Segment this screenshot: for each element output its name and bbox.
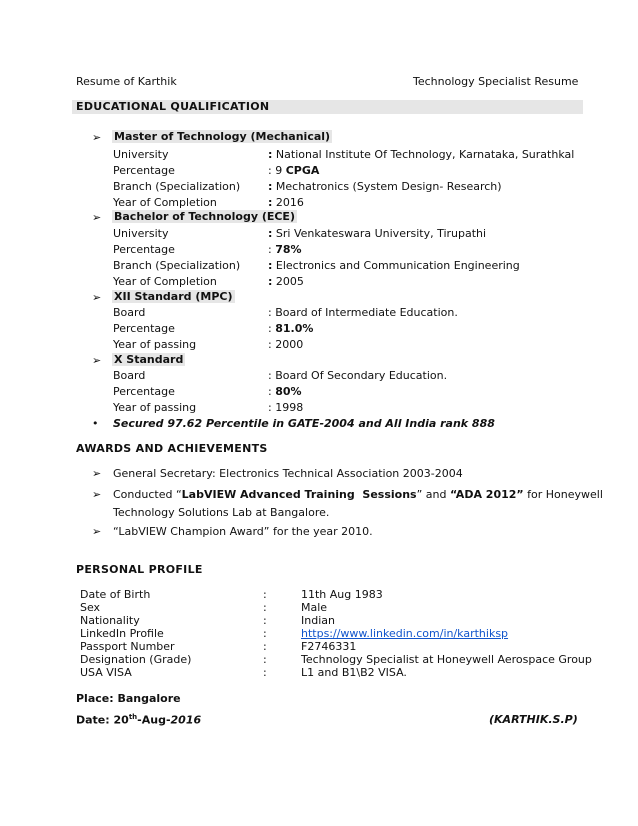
profile-nationality-sep: : — [263, 614, 267, 627]
btech-university-value: : Sri Venkateswara University, Tirupathi — [268, 227, 487, 240]
profile-passport-label: Passport Number — [80, 640, 175, 653]
mtech-branch-value: : Mechatronics (System Design- Research) — [268, 180, 502, 193]
profile-dob-label: Date of Birth — [80, 588, 151, 601]
qualification-title-x: X Standard — [114, 353, 184, 366]
place-line: Place: Bangalore — [76, 692, 181, 705]
xii-board-value: : Board of Intermediate Education. — [268, 306, 458, 319]
btech-percentage-value: : 78% — [268, 243, 302, 256]
profile-passport-value: F2746331 — [301, 640, 357, 653]
x-year-label: Year of passing — [113, 401, 197, 414]
profile-linkedin-link[interactable]: https://www.linkedin.com/in/karthiksp — [301, 627, 509, 640]
arrow-bullet-icon: ➢ — [92, 291, 102, 304]
btech-percentage-label: Percentage — [113, 243, 175, 256]
award-item-1: General Secretary: Electronics Technical Association 2003-2004 — [113, 467, 463, 480]
xii-board-label: Board — [113, 306, 146, 319]
xii-percentage-label: Percentage — [113, 322, 175, 335]
mtech-university-label: University — [113, 148, 169, 161]
profile-visa-value: L1 and B1\B2 VISA. — [301, 666, 407, 679]
profile-sex-value: Male — [301, 601, 328, 614]
mtech-percentage-label: Percentage — [113, 164, 175, 177]
award-item-2-continuation: Technology Solutions Lab at Bangalore. — [113, 506, 330, 519]
btech-year-label: Year of Completion — [113, 275, 217, 288]
xii-year-label: Year of passing — [113, 338, 197, 351]
btech-branch-label: Branch (Specialization) — [113, 259, 241, 272]
profile-designation-value: Technology Specialist at Honeywell Aerospace Group — [301, 653, 592, 666]
profile-sex-label: Sex — [80, 601, 101, 614]
x-board-value: : Board Of Secondary Education. — [268, 369, 448, 382]
profile-sex-sep: : — [263, 601, 267, 614]
qualification-title-btech: Bachelor of Technology (ECE) — [114, 210, 295, 223]
profile-linkedin-sep: : — [263, 627, 267, 640]
award-item-3: “LabVIEW Champion Award” for the year 2010. — [113, 525, 373, 538]
profile-designation-label: Designation (Grade) — [80, 653, 192, 666]
mtech-percentage-value: : 9 CPGA — [268, 164, 320, 177]
arrow-bullet-icon: ➢ — [92, 354, 102, 367]
profile-visa-label: USA VISA — [80, 666, 132, 679]
gate-highlight: Secured 97.62 Percentile in GATE-2004 and All India rank 888 — [113, 417, 495, 430]
mtech-university-value: : National Institute Of Technology, Karnataka, Surathkal — [268, 148, 575, 161]
awards-section-title: AWARDS AND ACHIEVEMENTS — [76, 442, 268, 455]
profile-linkedin-label: LinkedIn Profile — [80, 627, 164, 640]
header-left: Resume of Karthik — [76, 75, 177, 88]
arrow-bullet-icon: ➢ — [92, 488, 102, 501]
profile-section-title: PERSONAL PROFILE — [76, 563, 203, 576]
date-line: Date: 20th-Aug-2016 — [76, 713, 202, 727]
header-right: Technology Specialist Resume — [413, 75, 579, 88]
profile-passport-sep: : — [263, 640, 267, 653]
x-board-label: Board — [113, 369, 146, 382]
profile-visa-sep: : — [263, 666, 267, 679]
btech-university-label: University — [113, 227, 169, 240]
education-section-title: EDUCATIONAL QUALIFICATION — [76, 100, 270, 113]
arrow-bullet-icon: ➢ — [92, 467, 102, 480]
profile-dob-value: 11th Aug 1983 — [301, 588, 383, 601]
profile-nationality-label: Nationality — [80, 614, 140, 627]
mtech-year-value: : 2016 — [268, 196, 304, 209]
award-item-2: Conducted “LabVIEW Advanced Training Sessions” and “ADA 2012” for Honeywell — [113, 488, 603, 501]
bullet-dot-icon: • — [92, 417, 99, 430]
profile-designation-sep: : — [263, 653, 267, 666]
arrow-bullet-icon: ➢ — [92, 211, 102, 224]
xii-percentage-value: : 81.0% — [268, 322, 314, 335]
arrow-bullet-icon: ➢ — [92, 525, 102, 538]
qualification-title-mtech: Master of Technology (Mechanical) — [114, 130, 331, 143]
signature-name: (KARTHIK.S.P) — [489, 713, 578, 726]
arrow-bullet-icon: ➢ — [92, 131, 102, 144]
xii-year-value: : 2000 — [268, 338, 304, 351]
x-year-value: : 1998 — [268, 401, 304, 414]
mtech-branch-label: Branch (Specialization) — [113, 180, 241, 193]
qualification-title-xii: XII Standard (MPC) — [114, 290, 233, 303]
btech-year-value: : 2005 — [268, 275, 304, 288]
x-percentage-value: : 80% — [268, 385, 302, 398]
mtech-year-label: Year of Completion — [113, 196, 217, 209]
profile-nationality-value: Indian — [301, 614, 335, 627]
x-percentage-label: Percentage — [113, 385, 175, 398]
profile-dob-sep: : — [263, 588, 267, 601]
btech-branch-value: : Electronics and Communication Engineering — [268, 259, 520, 272]
